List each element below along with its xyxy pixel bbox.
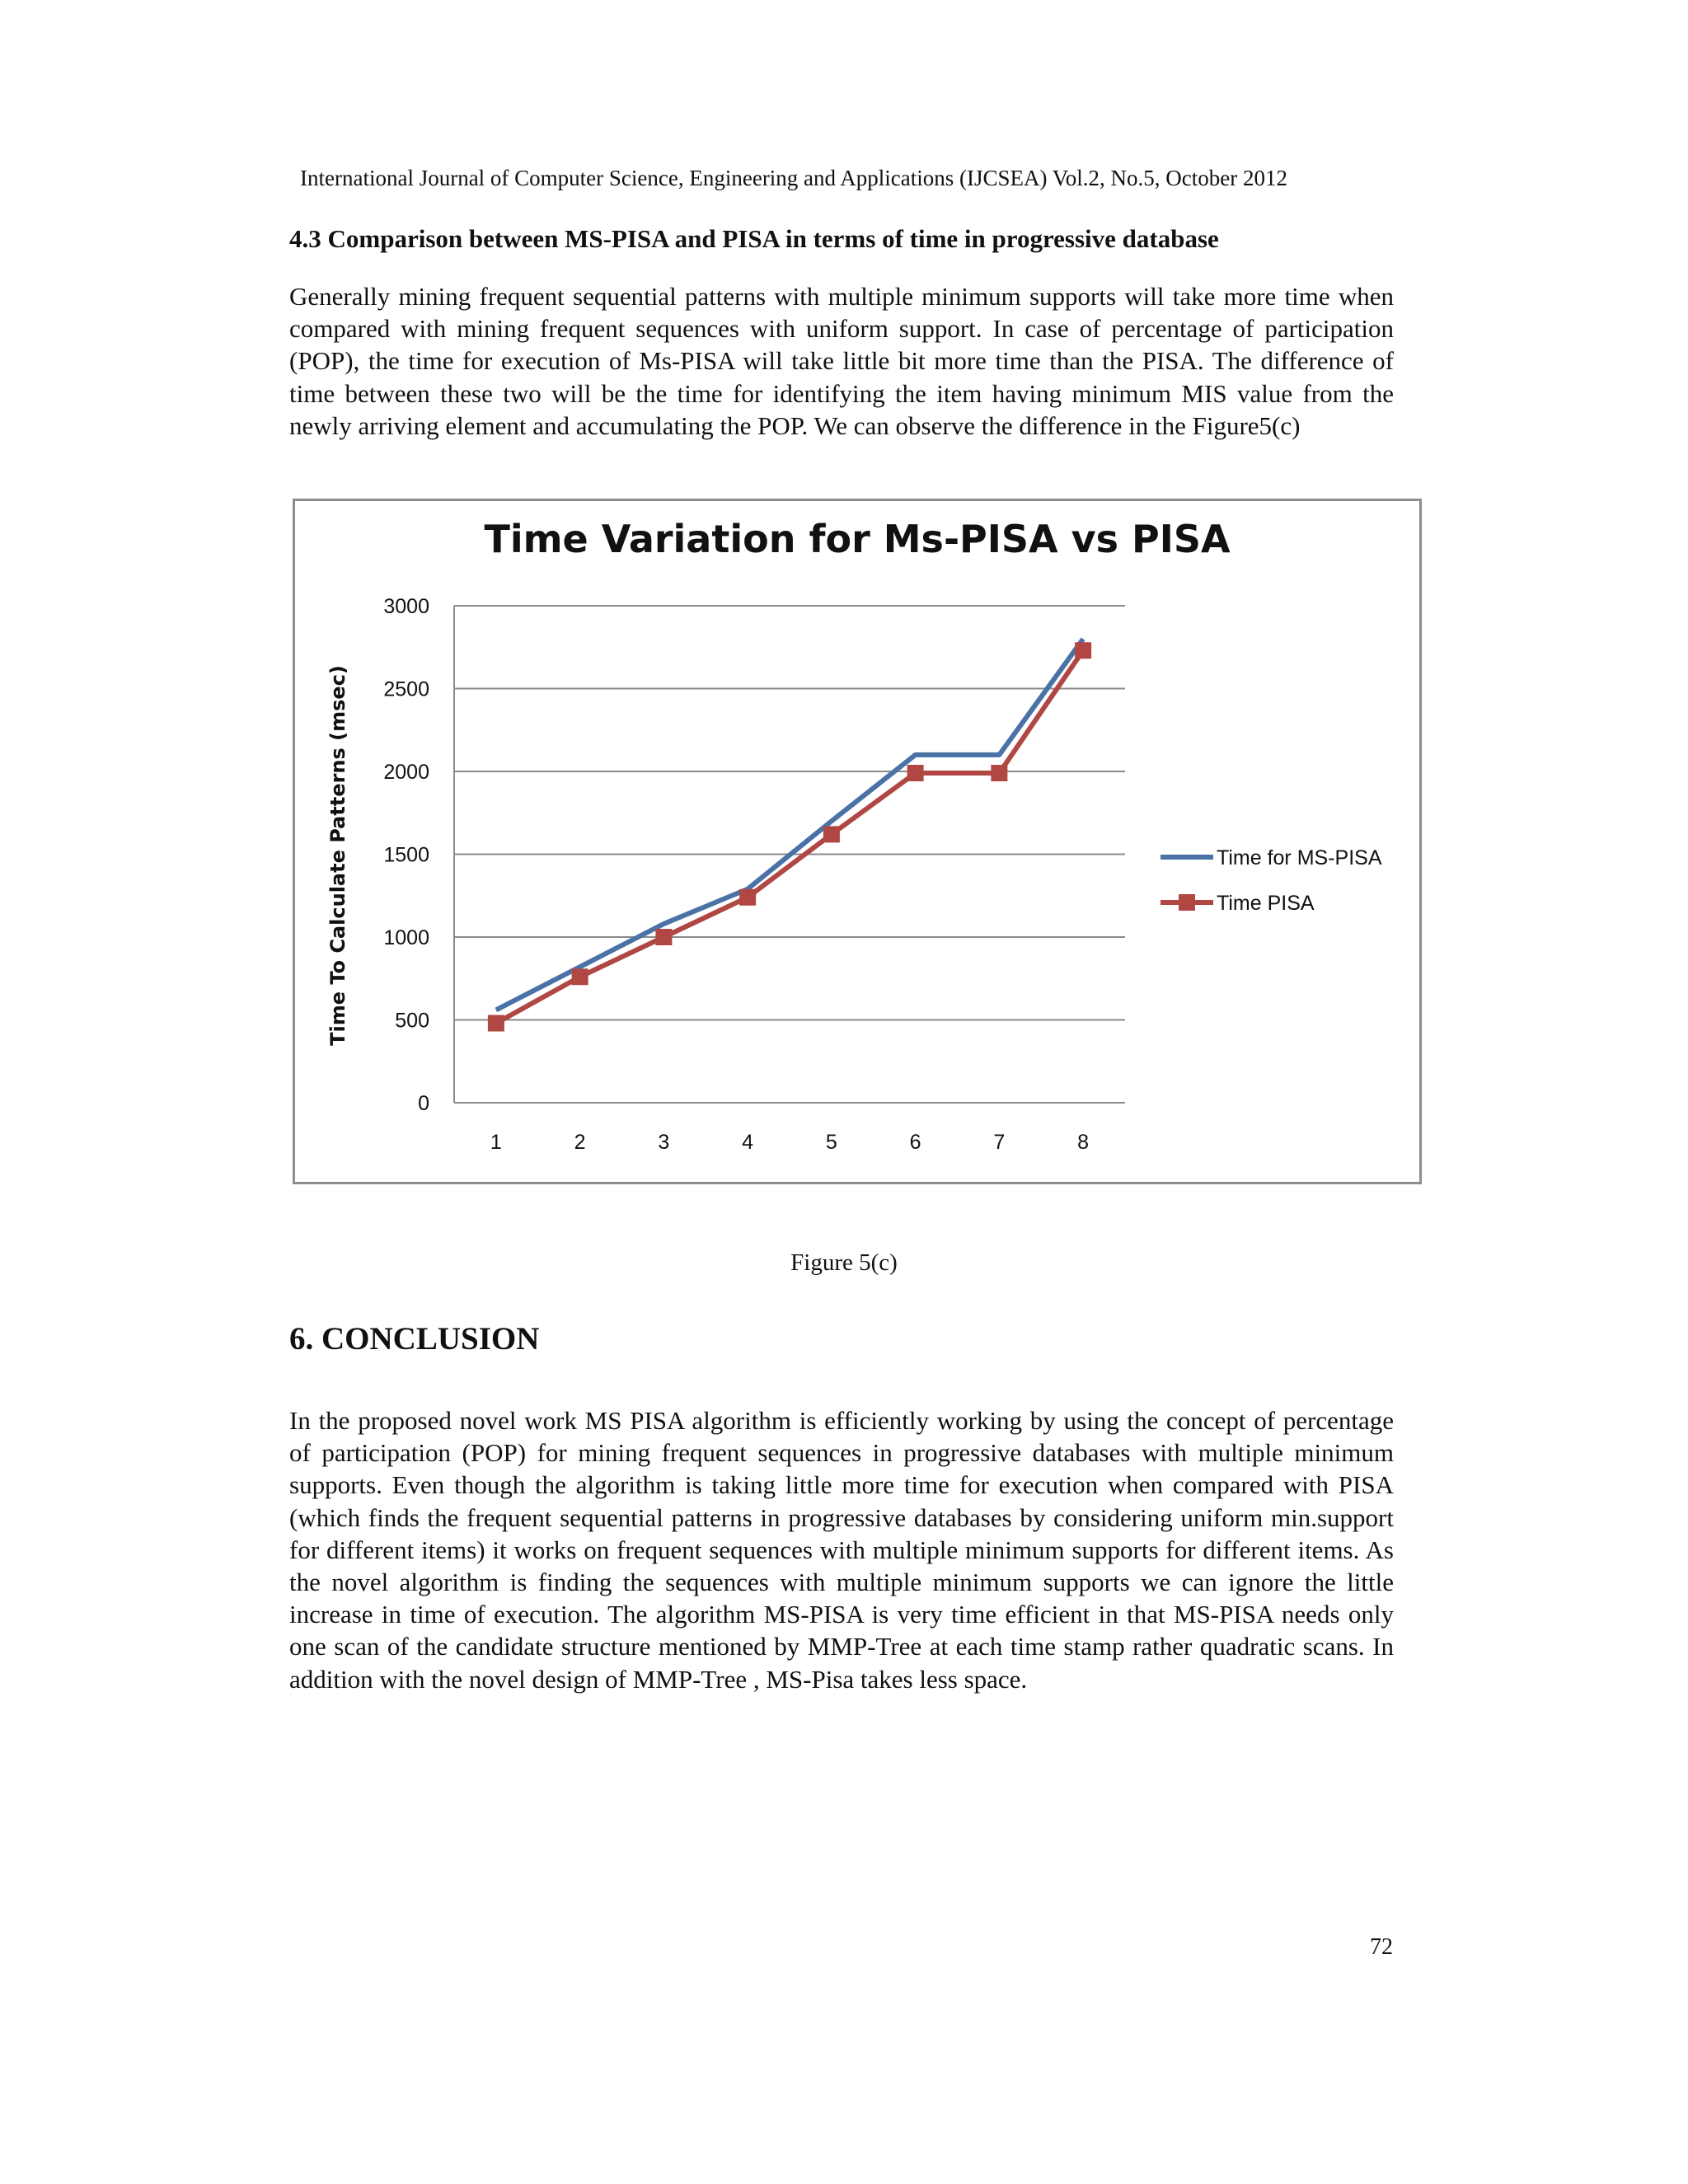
x-tick-label: 2 xyxy=(574,1131,586,1154)
figure-5c xyxy=(293,499,1422,1184)
y-tick-label: 3000 xyxy=(383,595,429,618)
data-point-marker xyxy=(572,968,588,985)
grid-lines xyxy=(454,606,1125,1020)
tick-labels xyxy=(383,595,1089,1154)
y-tick-label: 1000 xyxy=(383,926,429,949)
x-tick-label: 7 xyxy=(993,1131,1006,1154)
data-point-marker xyxy=(488,1015,504,1032)
data-point-marker xyxy=(991,765,1007,781)
x-tick-label: 8 xyxy=(1077,1131,1090,1154)
page-number: 72 xyxy=(1370,1934,1393,1960)
legend xyxy=(1160,846,1382,915)
series-line-1 xyxy=(496,639,1083,1010)
data-point-marker xyxy=(823,826,840,842)
legend-marker xyxy=(1179,894,1195,911)
data-point-marker xyxy=(739,889,756,906)
conclusion-heading: 6. CONCLUSION xyxy=(289,1321,540,1357)
y-tick-label: 500 xyxy=(395,1009,429,1033)
y-tick-label: 2500 xyxy=(383,677,429,701)
y-tick-label: 0 xyxy=(418,1092,429,1115)
data-point-marker xyxy=(907,765,924,781)
section-heading-4-3: 4.3 Comparison between MS-PISA and PISA in terms of time in progressive database xyxy=(289,224,1219,253)
legend-label-1: Time for MS-PISA xyxy=(1217,846,1382,869)
y-tick-label: 2000 xyxy=(383,761,429,784)
data-point-marker xyxy=(1075,642,1091,658)
series-lines xyxy=(488,639,1091,1031)
conclusion-paragraph: In the proposed novel work MS PISA algorithm is efficiently working by using the concept of percentage of participation (POP) for mining frequent sequences in progressive databases with multiple minimum supports. Even though the algorithm is taking little more time for execution when compared with PISA (which finds the frequent sequential patterns in progressive databases by considering uniform min.support for different items) it works on frequent sequences with multiple minimum supports for different items. As the novel algorithm is finding the sequences with multiple minimum supports we can ignore the little increase in time of execution. The algorithm MS-PISA is very time efficient in that MS-PISA needs only one scan of the candidate structure mentioned by MMP-Tree at each time stamp rather quadratic scans. In addition with the novel design of MMP-Tree , MS-Pisa takes less space. xyxy=(289,1406,1394,1694)
x-tick-label: 1 xyxy=(490,1131,502,1154)
section-4-3-paragraph: Generally mining frequent sequential patterns with multiple minimum supports will take more time when compared with mining frequent sequences with uniform support. In case of percentage of participation (POP), the time for execution of Ms-PISA will take little bit more time than the PISA. The difference of time between these two will be the time for identifying the item having minimum MIS value from the newly arriving element and accumulating the POP. We can observe the difference in the Figure5(c) xyxy=(289,282,1394,440)
figure-caption: Figure 5(c) xyxy=(790,1249,898,1276)
y-tick-label: 1500 xyxy=(383,843,429,867)
data-point-marker xyxy=(655,929,672,945)
legend-label-2: Time PISA xyxy=(1217,892,1315,915)
running-header: International Journal of Computer Science, Engineering and Applications (IJCSEA) Vol.2, No.5, October 2012 xyxy=(300,166,1288,190)
line-chart xyxy=(295,501,1419,1182)
x-tick-label: 4 xyxy=(742,1131,754,1154)
chart-title: Time Variation for Ms-PISA vs PISA xyxy=(484,517,1231,561)
x-tick-label: 6 xyxy=(909,1131,921,1154)
x-tick-label: 5 xyxy=(825,1131,837,1154)
y-axis-title: Time To Calculate Patterns (msec) xyxy=(326,665,349,1046)
x-tick-label: 3 xyxy=(658,1131,670,1154)
